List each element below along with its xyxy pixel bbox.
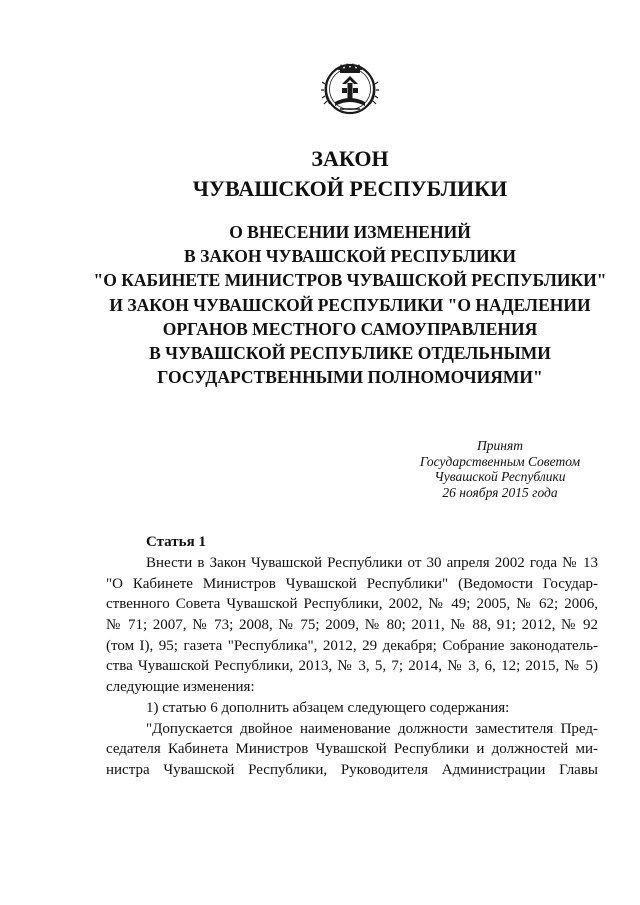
adoption-note-line: Принят [477,438,523,453]
body-line: седателя Кабинета Министров Чувашской Республики и должностей ми- [106,741,598,758]
body-line: Внести в Закон Чувашской Республики от 30 апреля 2002 года № 13 [146,555,598,571]
body-line: "О Кабинете Министров Чувашской Республики" (Ведомости Государ- [106,575,598,592]
heading-line: ГОСУДАРСТВЕННЫМИ ПОЛНОМОЧИЯМИ" [157,367,543,388]
chuvash-emblem-icon [318,58,382,118]
republic-title: ЧУВАШСКОЙ РЕСПУБЛИКИ [192,176,508,201]
heading-line: О ВНЕСЕНИИ ИЗМЕНЕНИЙ [229,222,471,242]
heading-line: В ЗАКОН ЧУВАШСКОЙ РЕСПУБЛИКИ [184,246,516,267]
body-line: следующие изменения: [106,679,255,696]
adoption-date: 26 ноября 2015 года [442,484,558,500]
adoption-note-line: Чувашской Республики [434,469,566,484]
law-title: ЗАКОН [311,146,389,171]
article-title: Статья 1 [146,534,206,550]
body-line: (том I), 95; газета "Республика", 2012, 29 декабря; Собрание законодатель- [106,637,598,654]
adoption-note [400,438,600,500]
heading-line: ОРГАНОВ МЕСТНОГО САМОУПРАВЛЕНИЯ [162,318,538,339]
law-heading [0,220,640,389]
adoption-note-line: Государственным Советом [419,453,581,469]
body-line: "Допускается двойное наименование должности заместителя Пред- [146,720,598,737]
heading-line: И ЗАКОН ЧУВАШСКОЙ РЕСПУБЛИКИ "О НАДЕЛЕНИИ [109,294,591,315]
body-line: ственного Совета Чувашской Республики, 2002, № 49; 2005, № 62; 2006, [106,596,598,613]
heading-line: В ЧУВАШСКОЙ РЕСПУБЛИКЕ ОТДЕЛЬНЫМИ [149,343,551,364]
article-body [106,553,598,781]
heading-line: "О КАБИНЕТЕ МИНИСТРОВ ЧУВАШСКОЙ РЕСПУБЛИКИ" [93,270,607,291]
body-line: № 71; 2007, № 73; 2008, № 75; 2009, № 80; 2011, № 88, 91; 2012, № 92 [106,617,598,634]
body-line: нистра Чувашской Республики, Руководителя Администрации Главы [106,761,598,778]
body-line: ства Чувашской Республики, 2013, № 3, 5, 7; 2014, № 3, 6, 12; 2015, № 5) [106,658,598,675]
body-line: 1) статью 6 дополнить абзацем следующего содержания: [146,699,510,716]
